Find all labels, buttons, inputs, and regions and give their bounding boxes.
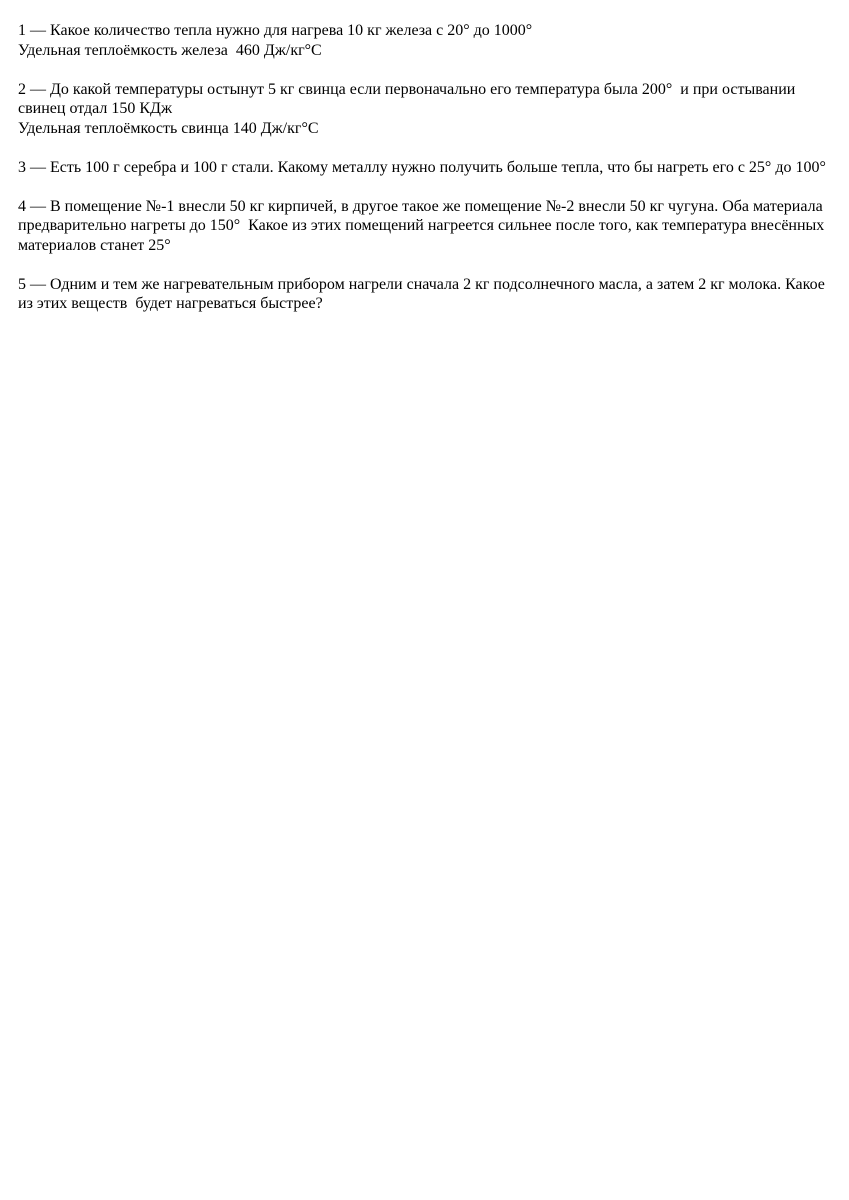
- task-2: [18, 80, 830, 139]
- task-4: [18, 197, 830, 256]
- task-2-given: Удельная теплоёмкость свинца 140 Дж/кг°С: [18, 119, 319, 137]
- task-5: [18, 275, 830, 314]
- task-4-question: 4 — В помещение №-1 внесли 50 кг кирпичей, в другое такое же помещение №-2 внесли 50 кг чугуна. Оба материала предварительно нагреты до 150° Какое из этих помещений нагреется сильнее после того, как температура внесённых материалов станет 25°: [18, 197, 829, 254]
- task-1-question: 1 — Какое количество тепла нужно для нагрева 10 кг железа с 20° до 1000°: [18, 22, 533, 39]
- document-body: [18, 21, 830, 333]
- task-3: [18, 158, 830, 178]
- task-5-question: 5 — Одним и тем же нагревательным прибором нагрели сначала 2 кг подсолнечного масла, а затем 2 кг молока. Какое из этих веществ будет нагреваться быстрее?: [18, 275, 829, 312]
- task-1: [18, 21, 830, 60]
- task-3-question: 3 — Есть 100 г серебра и 100 г стали. Какому металлу нужно получить больше тепла, что бы нагреть его с 25° до 100°: [18, 158, 826, 176]
- task-2-question: 2 — До какой температуры остынут 5 кг свинца если первоначально его температура была 200° и при остывании свинец отдал 150 КДж: [18, 80, 800, 117]
- task-1-given: Удельная теплоёмкость железа 460 Дж/кг°С: [18, 41, 322, 59]
